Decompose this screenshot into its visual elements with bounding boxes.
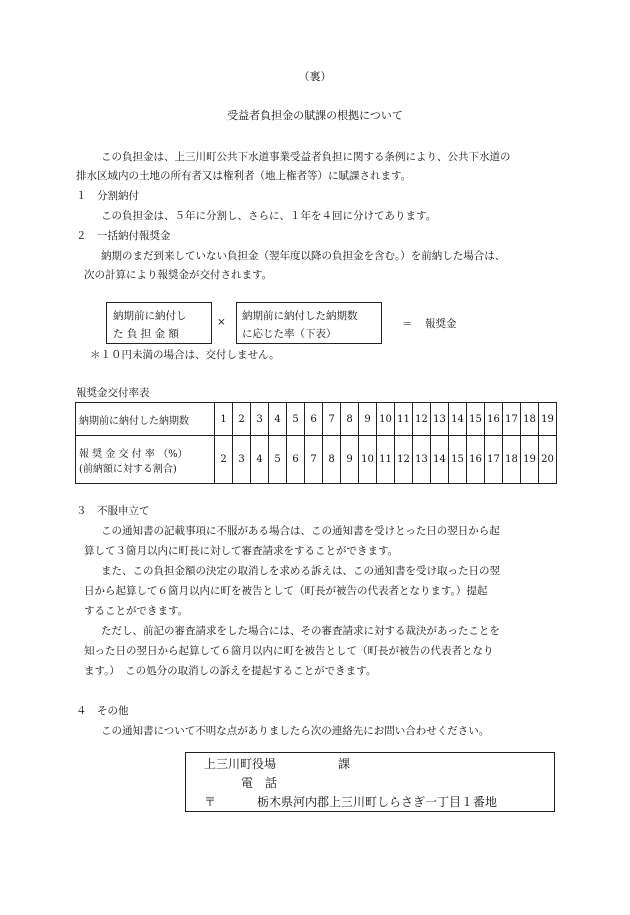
rate-table-cell: 8 (341, 403, 359, 436)
document-title: 受益者負担金の賦課の根拠について (227, 109, 403, 122)
formula-term2-line-2: に応じた率（下表） (242, 328, 337, 340)
rate-table-cell: 16 (467, 436, 485, 484)
rate-table-cell: 18 (503, 436, 521, 484)
contact-postal-mark: 〒 (204, 795, 217, 809)
rate-table-row2-header-line-2: (前納額に対する割合) (79, 463, 177, 475)
rate-table-cell: 4 (251, 436, 269, 484)
section-3-line: また、この負担金額の決定の取消しを求める訴えは、この通知書を受け取った日の翌 (101, 565, 500, 577)
section-2-body-line-2: 次の計算により報奨金が交付されます。 (84, 269, 273, 281)
rate-table-cell: 5 (269, 436, 287, 484)
rate-table-cell: 16 (485, 403, 503, 436)
contact-address: 栃木県河内郡上三川町しらさぎ一丁目１番地 (257, 795, 498, 809)
formula-result: 報奨金 (425, 318, 457, 330)
section-3-heading: ３ 不服申立て (76, 505, 150, 517)
page-marker: （裏） (298, 70, 332, 83)
rate-table-cell: 9 (341, 436, 359, 484)
rate-table-cell: 20 (539, 436, 557, 484)
rate-table-cell: 6 (287, 436, 305, 484)
section-3-line: 日から起算して６箇月以内に町を被告として（町長が被告の代表者となります。）提起 (84, 585, 488, 597)
rate-table-cell: 12 (395, 436, 413, 484)
rate-table-cell: 2 (233, 403, 251, 436)
rate-table-cell: 3 (233, 436, 251, 484)
rate-table-row2-header-line-1: 報 奨 金 交 付 率 （%） (79, 448, 188, 460)
section-3-line: 算して３箇月以内に町長に対して審査請求をすることができます。 (84, 545, 399, 557)
rate-table-cell: 10 (377, 403, 395, 436)
rate-table-cell: 17 (503, 403, 521, 436)
rate-table-cell: 14 (449, 403, 467, 436)
section-1-heading: １ 分割納付 (76, 190, 139, 202)
section-2-body-line-1: 納期のまだ到来していない負担金（翌年度以降の負担金を含む。）を前納した場合は、 (101, 250, 506, 262)
rate-table-cell: 13 (413, 436, 431, 484)
section-3-line: ただし、前記の審査請求をした場合には、その審査請求に対する裁決があったことを (101, 625, 500, 637)
section-4-body: この通知書について不明な点がありましたら次の連絡先にお問い合わせください。 (101, 725, 490, 737)
rate-table (75, 402, 557, 484)
rate-table-cell: 3 (251, 403, 269, 436)
rate-table-caption: 報奨金交付率表 (76, 387, 150, 399)
formula-term2-line-1: 納期前に納付した納期数 (242, 310, 358, 322)
rate-table-cell: 6 (305, 403, 323, 436)
rate-table-cell: 15 (449, 436, 467, 484)
contact-office: 上三川町役場 (204, 757, 277, 771)
section-3-line: することができます。 (84, 605, 189, 617)
rate-table-cell: 12 (413, 403, 431, 436)
rate-table-row-rates (76, 436, 557, 484)
section-2-heading: ２ 一括納付報奨金 (76, 230, 171, 242)
rate-table-row2-header (76, 436, 215, 484)
rate-table-cell: 19 (539, 403, 557, 436)
rate-table-cell: 1 (215, 403, 233, 436)
intro-line-2: 排水区域内の土地の所有者又は権利者（地上権者等）に賦課されます。 (76, 170, 412, 182)
rate-table-cell: 15 (467, 403, 485, 436)
rate-table-cell: 7 (323, 403, 341, 436)
rate-table-cell: 5 (287, 403, 305, 436)
formula-note: ＊１０円未満の場合は、交付しません。 (90, 349, 280, 361)
rate-table-cell: 13 (431, 403, 449, 436)
section-3-line: 知った日の翌日から起算して６箇月以内に町を被告として（町長が被告の代表者となり (84, 645, 494, 657)
rate-table-cell: 8 (323, 436, 341, 484)
section-1-body: この負担金は、５年に分割し、さらに、１年を４回に分けてあります。 (101, 210, 437, 222)
contact-box (185, 752, 555, 812)
formula-term1-line-2: た 負 担 金 額 (113, 328, 179, 340)
contact-dept: 課 (338, 757, 351, 771)
rate-table-cell: 17 (485, 436, 503, 484)
section-4-heading: ４ その他 (76, 705, 129, 717)
rate-table-cell: 9 (359, 403, 377, 436)
formula-term1-line-1: 納期前に納付し (113, 310, 187, 322)
formula-term-rate (236, 302, 382, 344)
intro-line-1: この負担金は、上三川町公共下水道事業受益者負担に関する条例により、公共下水道の (101, 151, 511, 163)
rate-table-row1-header: 納期前に納付した納期数 (76, 403, 215, 436)
rate-table-cell: 19 (521, 436, 539, 484)
rate-table-cell: 4 (269, 403, 287, 436)
rate-table-cell: 11 (377, 436, 395, 484)
rate-table-cell: 10 (359, 436, 377, 484)
rate-table-row-periods (76, 403, 557, 436)
contact-phone-label: 電 話 (241, 776, 278, 790)
rate-table-cell: 11 (395, 403, 413, 436)
section-3-line: ます。） この処分の取消しの訴えを提起することができます。 (84, 665, 377, 677)
formula-equals-sign: ＝ (402, 318, 413, 330)
section-3-line: この通知書の記載事項に不服がある場合は、この通知書を受けとった日の翌日から起 (101, 525, 500, 537)
rate-table-cell: 14 (431, 436, 449, 484)
rate-table-cell: 18 (521, 403, 539, 436)
formula-term-prepaid-amount (106, 302, 212, 344)
formula-times-sign: × (217, 316, 226, 328)
rate-table-cell: 2 (215, 436, 233, 484)
rate-table-cell: 7 (305, 436, 323, 484)
